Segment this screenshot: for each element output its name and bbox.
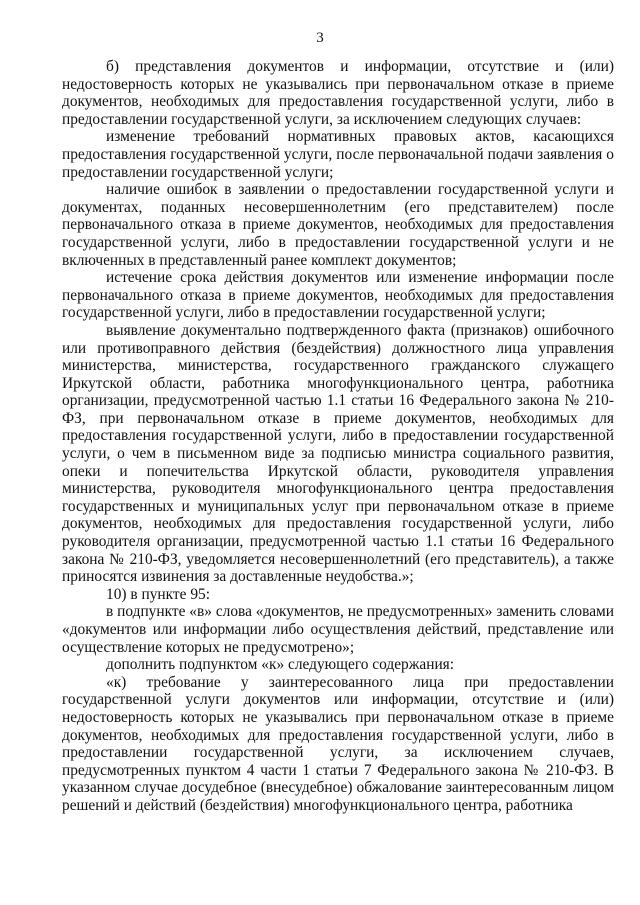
page-number: 3 (316, 30, 324, 46)
paragraph: истечение срока действия документов или изменение информации после первоначального отказа в приеме документов, необходимых для предоставления государственной услуги, либо в предоставлении государственной услуги; (62, 269, 614, 322)
paragraph: изменение требований нормативных правовых актов, касающихся предоставления государственной услуги, после первоначальной подачи заявления о предоставлении государственной услуги; (62, 128, 614, 181)
document-body (62, 58, 614, 815)
paragraph: «к) требование у заинтересованного лица при предоставлении государственной услуги документов или информации, отсутствие и (или) недостоверность которых не указывались при первоначальном отказе в приеме документов, необходимых для предоставления государственной услуги, либо в предоставлении государственной услуги, за исключением случаев, предусмотренных пунктом 4 части 1 статьи 7 Федерального закона № 210-ФЗ. В указанном случае досудебное (внесудебное) обжалование заинтересованным лицом решений и действий (бездействия) многофункционального центра, работника (62, 673, 614, 814)
paragraph: наличие ошибок в заявлении о предоставлении государственной услуги и документах, поданных несовершеннолетним (его представителем) после первоначального отказа в приеме документов, необходимых для предоставления государственной услуги, либо в предоставлении государственной услуги и не включенных в представленный ранее комплект документов; (62, 181, 614, 269)
paragraph: выявление документально подтвержденного факта (признаков) ошибочного или противоправного действия (бездействия) должностного лица управления министерства, министерства, государственного гражданского служащего Иркутской области, работника многофункционального центра, работника организации, предусмотренной частью 1.1 статьи 16 Федерального закона № 210-ФЗ, при первоначальном отказе в приеме документов, необходимых для предоставления государственной услуги, либо в предоставлении государственной услуги, о чем в письменном виде за подписью министра социального развития, опеки и попечительства Иркутской области, руководителя управления министерства, руководителя многофункционального центра предоставления государственных и муниципальных услуг при первоначальном отказе в приеме документов, необходимых для предоставления государственной услуги, либо руководителя организации, предусмотренной частью 1.1 статьи 16 Федерального закона № 210-ФЗ, уведомляется несовершеннолетний (его представитель), а также приносятся извинения за доставленные неудобства.»; (62, 321, 614, 586)
paragraph: 10) в пункте 95: (106, 585, 210, 603)
paragraph: б) представления документов и информации, отсутствие и (или) недостоверность которых не указывались при первоначальном отказе в приеме документов, необходимых для предоставления государственной услуги, либо в предоставлении государственной услуги, за исключением следующих случаев: (62, 58, 614, 128)
paragraph: в подпункте «в» слова «документов, не предусмотренных» заменить словами «документов или информации либо осуществления действий, представление или осуществление которых не предусмотрено»; (62, 603, 614, 656)
paragraph: дополнить подпунктом «к» следующего содержания: (106, 656, 455, 674)
